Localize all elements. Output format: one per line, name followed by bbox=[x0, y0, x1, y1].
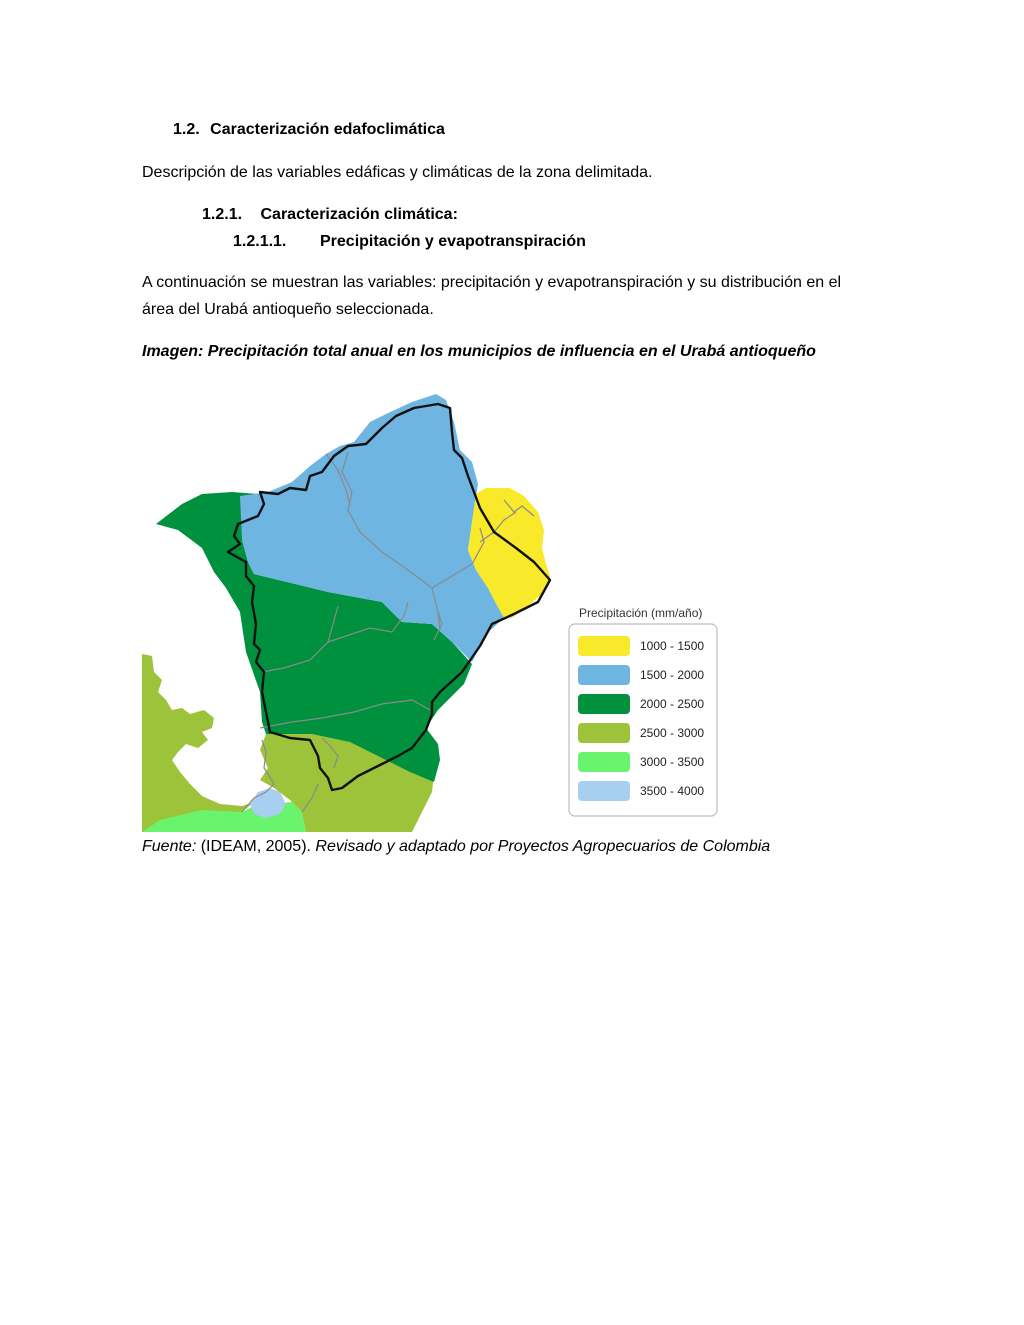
legend-label: 3000 - 3500 bbox=[640, 755, 705, 769]
legend-label: 1500 - 2000 bbox=[640, 668, 705, 682]
legend-swatch bbox=[578, 723, 630, 743]
subsubsection-title: Precipitación y evapotranspiración bbox=[320, 233, 586, 250]
legend-swatch bbox=[578, 781, 630, 801]
section-title: Caracterización edafoclimática bbox=[210, 121, 445, 138]
legend-label: 3500 - 4000 bbox=[640, 784, 705, 798]
legend-label: 2000 - 2500 bbox=[640, 697, 705, 711]
legend-label: 1000 - 1500 bbox=[640, 639, 705, 653]
section-description: Descripción de las variables edáficas y climáticas de la zona delimitada. bbox=[142, 164, 653, 181]
legend-swatch bbox=[578, 636, 630, 656]
source-note: Revisado y adaptado por Proyectos Agropecuarios de Colombia bbox=[315, 838, 771, 855]
region-2500-3000-west bbox=[142, 654, 254, 832]
legend-swatch bbox=[578, 694, 630, 714]
subsection-heading bbox=[202, 204, 458, 226]
precipitation-map bbox=[142, 392, 742, 832]
source-reference: (IDEAM, 2005). bbox=[196, 838, 316, 855]
legend-swatch bbox=[578, 752, 630, 772]
section-number: 1.2. bbox=[173, 121, 200, 138]
legend-swatch bbox=[578, 665, 630, 685]
intro-line-1: A continuación se muestran las variables: precipitación y evapotranspiración y su distribución en el bbox=[142, 274, 842, 291]
source-prefix: Fuente: bbox=[142, 838, 197, 855]
figure-source bbox=[142, 836, 770, 858]
legend-label: 2500 - 3000 bbox=[640, 726, 705, 740]
subsubsection-heading bbox=[233, 231, 586, 253]
intro-line-2: área del Urabá antioqueño seleccionada. bbox=[142, 301, 434, 318]
subsection-title: Caracterización climática: bbox=[260, 206, 458, 223]
subsubsection-number: 1.2.1.1. bbox=[233, 233, 287, 250]
section-heading bbox=[173, 119, 445, 141]
legend-title: Precipitación (mm/año) bbox=[579, 606, 703, 620]
map-legend bbox=[569, 606, 717, 816]
subsection-number: 1.2.1. bbox=[202, 206, 243, 223]
figure-caption: Imagen: Precipitación total anual en los municipios de influencia en el Urabá antioqueño bbox=[142, 343, 816, 360]
